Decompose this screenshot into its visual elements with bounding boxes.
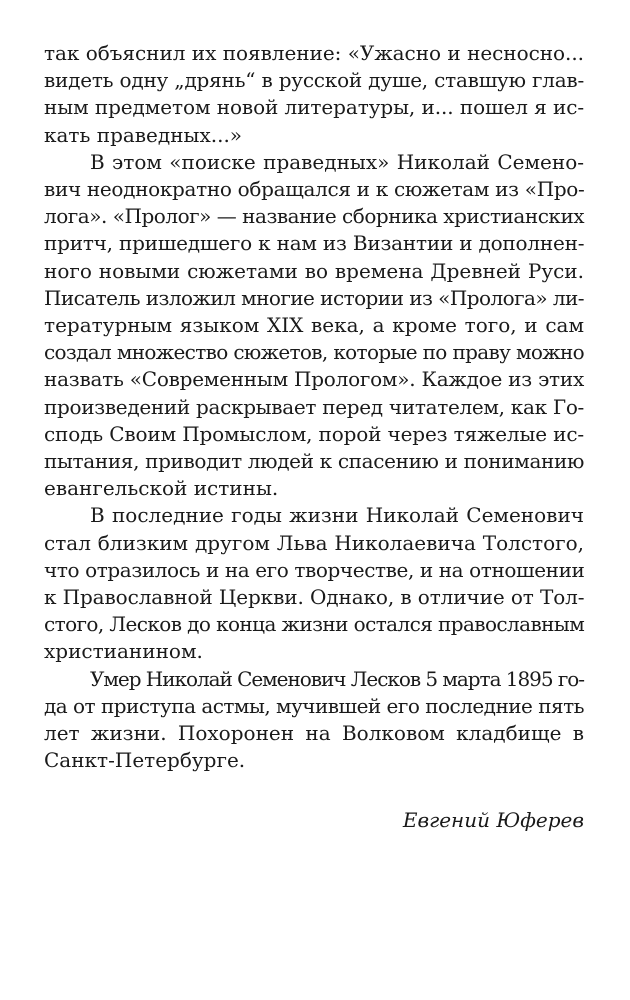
text-line: ного новыми сюжетами во времена Древней Руси. (44, 258, 584, 283)
text-line: лога». «Пролог» — название сборника христианских (44, 204, 585, 229)
text-line: Санкт-Петербурге. (44, 748, 246, 773)
text-line: пытания, приводит людей к спасению и пониманию (44, 449, 585, 474)
text-line: В этом «поиске праведных» Николай Семено- (90, 149, 584, 174)
text-line: христианином. (44, 639, 203, 664)
text-line: вич неоднократно обращался и к сюжетам из «Про- (44, 177, 585, 202)
text-line: да от приступа астмы, мучившей его последние пять (44, 693, 584, 718)
text-line: кать праведных...» (44, 122, 243, 147)
text-line: евангельской истины. (44, 476, 279, 501)
text-line: Умер Николай Семенович Лесков 5 марта 1895 го- (90, 666, 584, 691)
paragraph-2 (44, 149, 584, 503)
text-line: притч, пришедшего к нам из Византии и дополнен- (44, 231, 585, 256)
text-line: создал множество сюжетов, которые по праву можно (44, 340, 584, 365)
text-line: к Православной Церкви. Однако, в отличие от Тол- (44, 585, 585, 610)
text-line: что отразилось и на его творчестве, и на отношении (44, 557, 585, 582)
author-signature: Евгений Юферев (402, 808, 584, 832)
text-line: видеть одну „дрянь“ в русской душе, ставшую глав- (44, 68, 584, 93)
paragraph-4 (44, 666, 584, 775)
text-line: Писатель изложил многие истории из «Пролога» ли- (44, 285, 584, 310)
text-line: тературным языком XIX века, а кроме того, и сам (44, 313, 584, 338)
page-body (44, 40, 585, 832)
text-line: сподь Своим Промыслом, порой через тяжелые ис- (44, 421, 584, 446)
paragraph-1 (44, 40, 584, 149)
text-line: назвать «Современным Прологом». Каждое из этих (44, 367, 584, 392)
text-line: так объяснил их появление: «Ужасно и несносно... (44, 41, 584, 65)
text-line: стого, Лесков до конца жизни остался православным (44, 612, 585, 637)
text-line: стал близким другом Льва Николаевича Толстого, (44, 530, 584, 555)
text-line: В последние годы жизни Николай Семенович (90, 503, 584, 528)
paragraph-3 (44, 502, 584, 665)
text-line: произведений раскрывает перед читателем, как Го- (44, 394, 584, 419)
text-line: ным предметом новой литературы, и... пошел я ис- (44, 95, 585, 120)
text-line: лет жизни. Похоронен на Волковом кладбище в (44, 721, 584, 746)
